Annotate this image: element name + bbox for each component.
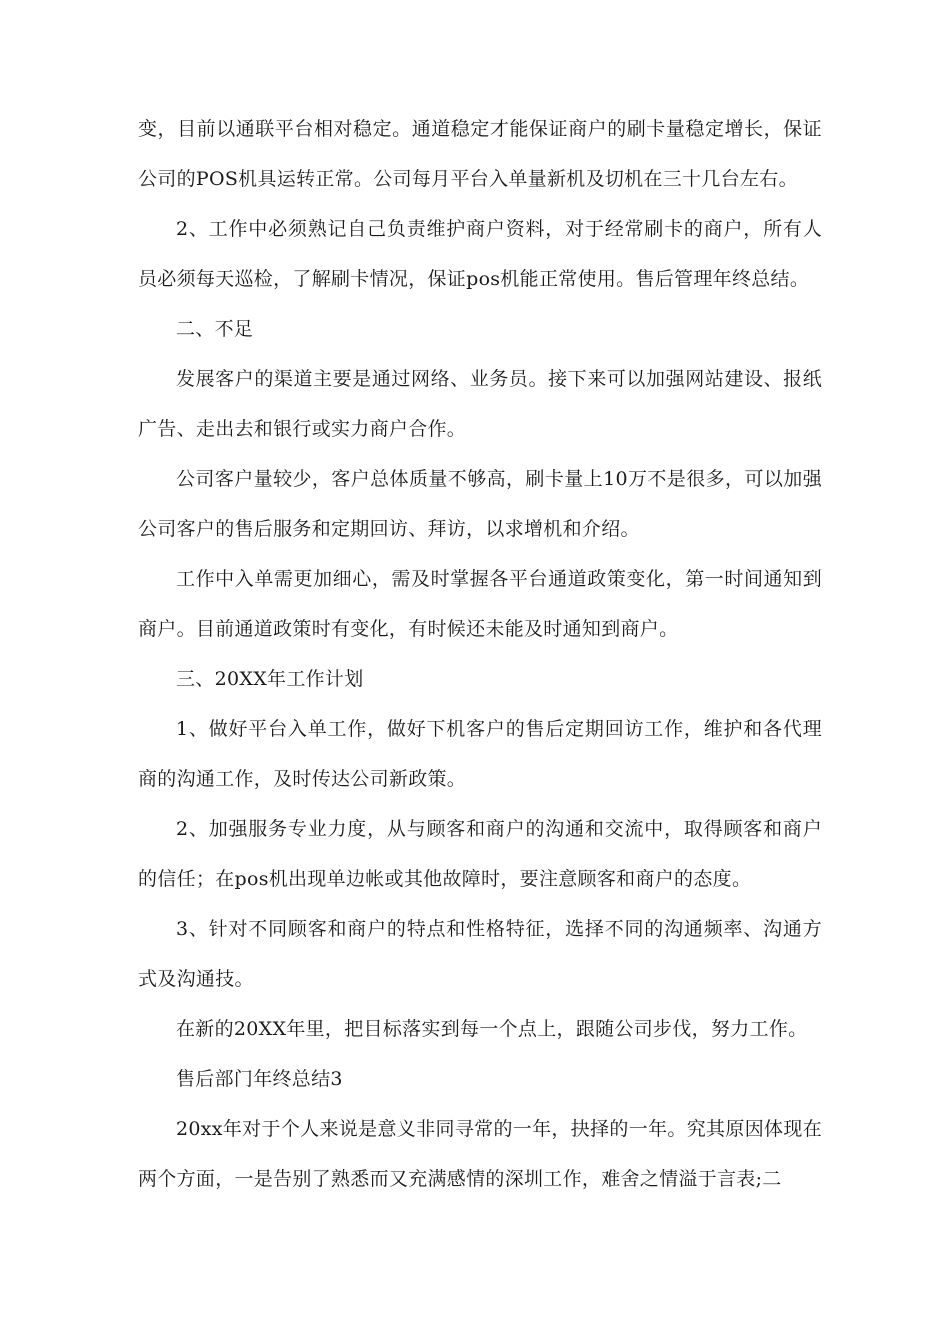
paragraph: 3、针对不同顾客和商户的特点和性格特征，选择不同的沟通频率、沟通方式及沟通技。: [138, 918, 822, 990]
paragraph: 变，目前以通联平台相对稳定。通道稳定才能保证商户的刷卡量稳定增长，保证公司的POS机具运转正常。公司每月平台入单量新机及切机在三十几台左右。: [138, 118, 822, 190]
section-heading: 二、不足: [176, 318, 254, 340]
section-heading: 售后部门年终总结3: [176, 1068, 343, 1090]
paragraph: 1、做好平台入单工作，做好下机客户的售后定期回访工作，维护和各代理商的沟通工作，及时传达公司新政策。: [138, 718, 822, 790]
paragraph: 20xx年对于个人来说是意义非同寻常的一年，抉择的一年。究其原因体现在两个方面，一是告别了熟悉而又充满感情的深圳工作，难舍之情溢于言表;二: [138, 1118, 822, 1190]
paragraph: 2、工作中必须熟记自己负责维护商户资料，对于经常刷卡的商户，所有人员必须每天巡检，了解刷卡情况，保证pos机能正常使用。售后管理年终总结。: [138, 218, 822, 290]
section-heading: 三、20XX年工作计划: [176, 668, 364, 690]
paragraph: 公司客户量较少，客户总体质量不够高，刷卡量上10万不是很多，可以加强公司客户的售后服务和定期回访、拜访，以求增机和介绍。: [138, 468, 822, 540]
document-body: [138, 104, 822, 1204]
paragraph: 在新的20XX年里，把目标落实到每一个点上，跟随公司步伐，努力工作。: [176, 1018, 808, 1040]
paragraph: 发展客户的渠道主要是通过网络、业务员。接下来可以加强网站建设、报纸广告、走出去和银行或实力商户合作。: [138, 368, 822, 440]
paragraph: 工作中入单需更加细心，需及时掌握各平台通道政策变化，第一时间通知到商户。目前通道政策时有变化，有时候还未能及时通知到商户。: [138, 568, 822, 640]
paragraph: 2、加强服务专业力度，从与顾客和商户的沟通和交流中，取得顾客和商户的信任；在pos机出现单边帐或其他故障时，要注意顾客和商户的态度。: [138, 818, 822, 890]
